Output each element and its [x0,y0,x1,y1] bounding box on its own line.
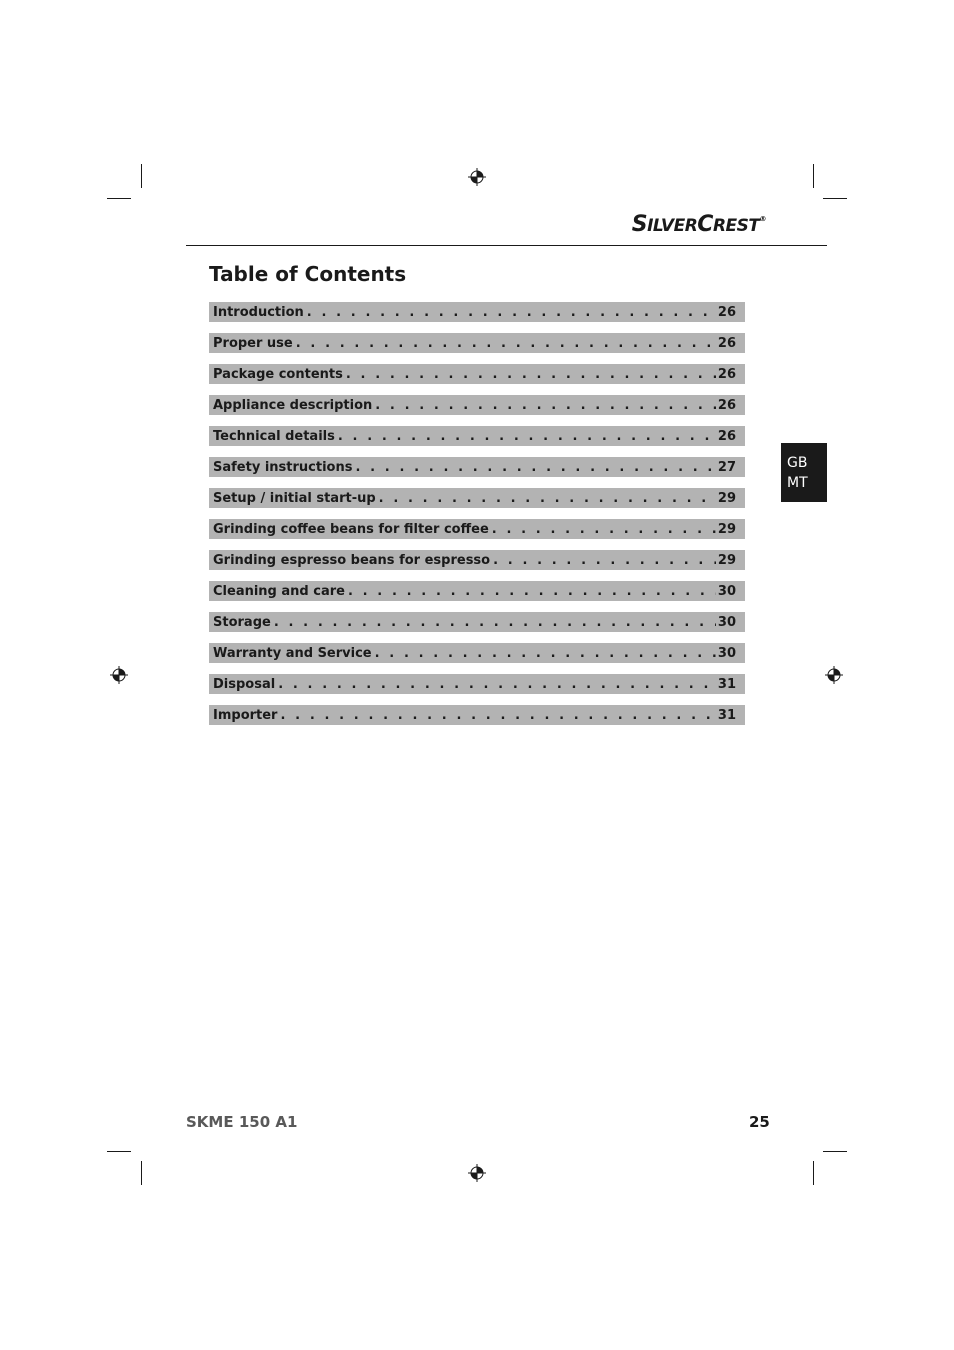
crop-mark [107,1151,131,1152]
crop-mark [823,198,847,199]
toc-entry-page: 26 [717,335,736,351]
header-rule [186,245,827,246]
toc-entry-label: Technical details [213,428,335,444]
page-number: 25 [749,1113,770,1131]
toc-leader-dots [338,429,716,444]
crop-mark [813,1161,814,1185]
toc-entry-label: Safety instructions [213,459,353,475]
toc-entry-page: 30 [717,614,736,630]
toc-entry[interactable] [209,550,745,570]
toc-entry-page: 30 [717,583,736,599]
toc-entry-label: Importer [213,707,278,723]
toc-entry-label: Package contents [213,366,343,382]
toc-entry[interactable] [209,488,745,508]
toc-entry-label: Proper use [213,335,293,351]
crop-mark [107,198,131,199]
toc-entry-page: 29 [717,552,736,568]
toc-leader-dots [492,522,716,537]
language-code: MT [787,475,808,491]
toc-entry[interactable] [209,333,745,353]
toc-leader-dots [493,553,716,568]
toc-leader-dots [280,708,715,723]
toc-entry[interactable] [209,364,745,384]
toc-entry-page: 31 [717,676,736,692]
toc-entry-label: Storage [213,614,271,630]
toc-entry[interactable] [209,612,745,632]
toc-entry[interactable] [209,395,745,415]
toc-entry[interactable] [209,643,745,663]
toc-entry[interactable] [209,457,745,477]
toc-leader-dots [296,336,716,351]
toc-entry-label: Grinding espresso beans for espresso [213,552,491,568]
toc-leader-dots [346,367,716,382]
toc-entry[interactable] [209,302,745,322]
toc-entry-page: 26 [717,366,736,382]
page-title: Table of Contents [209,262,407,286]
crop-mark [823,1151,847,1152]
toc-entry-page: 26 [717,428,736,444]
registration-mark-icon [825,666,843,684]
toc-leader-dots [355,460,715,475]
toc-entry-page: 29 [717,521,736,537]
toc-entry[interactable] [209,581,745,601]
toc-entry-label: Appliance description [213,397,373,413]
toc-entry-page: 31 [717,707,736,723]
toc-entry-label: Setup / initial start-up [213,490,376,506]
toc-leader-dots [348,584,716,599]
toc-leader-dots [307,305,716,320]
toc-entry-page: 30 [717,645,736,661]
toc-entry-label: Introduction [213,304,304,320]
toc-entry-label: Cleaning and care [213,583,345,599]
toc-entry[interactable] [209,705,745,725]
silvercrest-logo: SILVERCREST® [631,212,766,237]
registration-mark-icon [468,168,486,186]
toc-entry-label: Grinding coffee beans for filter coffee [213,521,489,537]
toc-entry[interactable] [209,519,745,539]
toc-entry-page: 26 [717,304,736,320]
toc-leader-dots [375,646,716,661]
toc-leader-dots [379,491,716,506]
toc-entry[interactable] [209,674,745,694]
crop-mark [141,164,142,188]
registration-mark-icon [110,666,128,684]
toc-entry-page: 26 [717,397,736,413]
crop-mark [141,1161,142,1185]
language-code: GB [787,455,808,471]
toc-entry-page: 29 [717,490,736,506]
language-tab [781,443,827,502]
toc-entry-label: Warranty and Service [213,645,372,661]
toc-leader-dots [278,677,716,692]
toc-entry[interactable] [209,426,745,446]
toc-entry-page: 27 [717,459,736,475]
toc-leader-dots [274,615,716,630]
registration-mark-icon [468,1164,486,1182]
toc-entry-label: Disposal [213,676,276,692]
model-number: SKME 150 A1 [186,1113,298,1131]
toc-leader-dots [375,398,716,413]
crop-mark [813,164,814,188]
table-of-contents [209,302,745,736]
